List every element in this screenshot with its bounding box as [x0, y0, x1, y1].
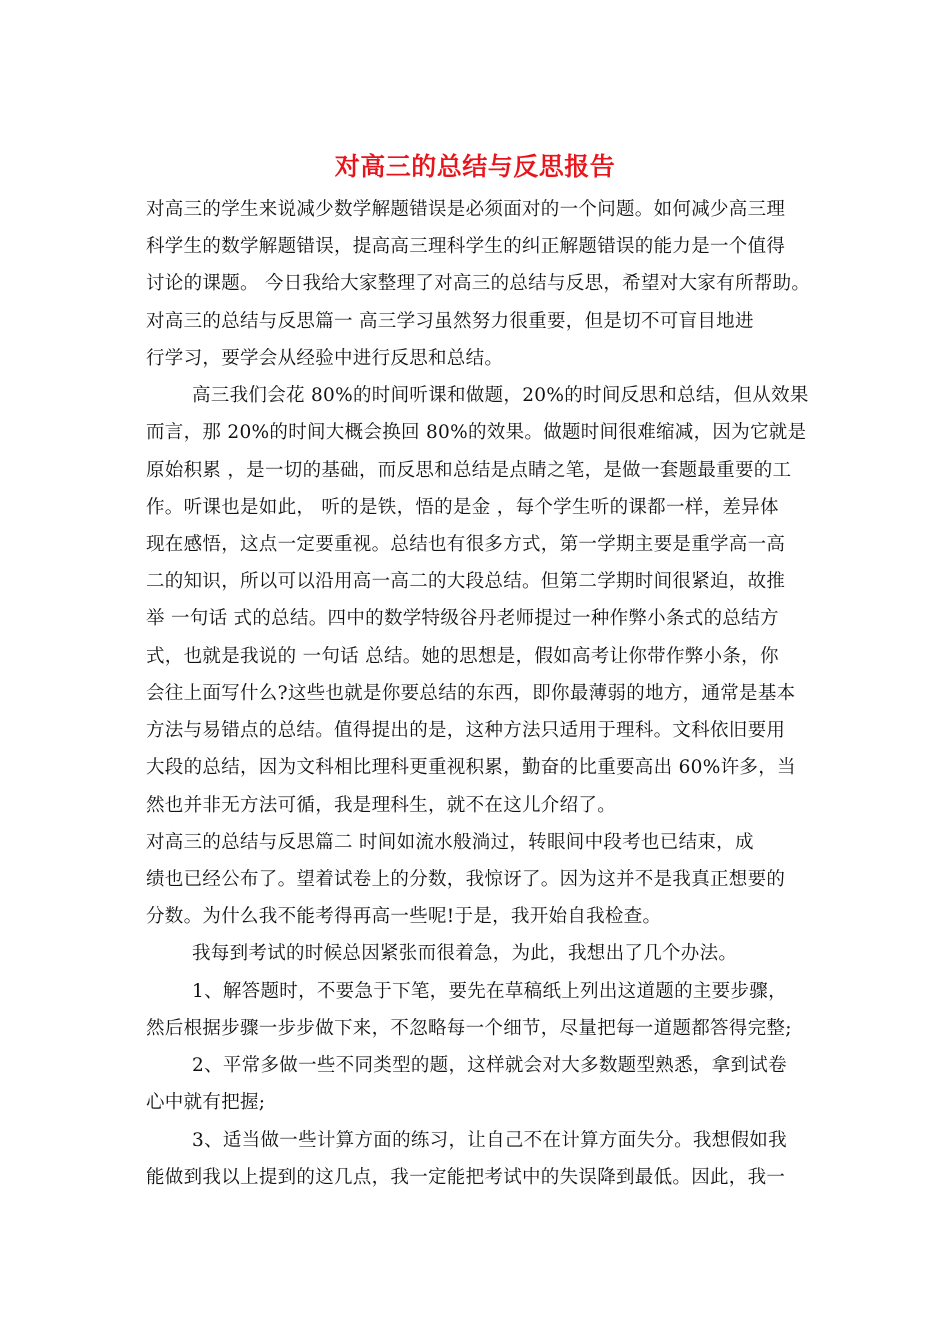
paragraph-line: 分数。为什么我不能考得再高一些呢!于是，我开始自我检查。 [146, 906, 662, 927]
paragraph-line: 二的知识，所以可以沿用高一高二的大段总结。但第二学期时间很紧迫，故推 [146, 571, 786, 592]
paragraph-line: 大段的总结，因为文科相比理科更重视积累，勤奋的比重要高出 60%许多，当 [146, 757, 796, 778]
list-item-line: 能做到我以上提到的这几点，我一定能把考试中的失误降到最低。因此，我一 [146, 1167, 786, 1188]
document-title: 对高三的总结与反思报告 [334, 152, 616, 181]
paragraph-line: 会往上面写什么?这些也就是你要总结的东西，即你最薄弱的地方，通常是基本 [146, 683, 796, 704]
list-item-line: 3、适当做一些计算方面的练习，让自己不在计算方面失分。我想假如我 [192, 1130, 787, 1151]
paragraph-line: 对高三的学生来说减少数学解题错误是必须面对的一个问题。如何减少高三理 [146, 199, 786, 220]
paragraph-line: 作。听课也是如此， 听的是铁，悟的是金 ，每个学生听的课都一样，差异体 [146, 497, 779, 518]
paragraph-line: 行学习，要学会从经验中进行反思和总结。 [146, 348, 504, 369]
section-heading-line: 对高三的总结与反思篇一 高三学习虽然努力很重要，但是切不可盲目地进 [146, 311, 754, 332]
paragraph-line: 我每到考试的时候总因紧张而很着急，为此，我想出了几个办法。 [192, 943, 738, 964]
paragraph-line: 高三我们会花 80%的时间听课和做题，20%的时间反思和总结，但从效果 [192, 385, 809, 406]
paragraph-line: 现在感悟，这点一定要重视。总结也有很多方式，第一学期主要是重学高一高 [146, 534, 786, 555]
paragraph-line: 举 一句话 式的总结。四中的数学特级谷丹老师提过一种作弊小条式的总结方 [146, 608, 779, 629]
section-heading-line: 对高三的总结与反思篇二 时间如流水般淌过，转眼间中段考也已结束，成 [146, 832, 754, 853]
paragraph-line: 方法与易错点的总结。值得提出的是，这种方法只适用于理科。文科依旧要用 [146, 720, 786, 741]
paragraph-line: 原始积累 ，是一切的基础，而反思和总结是点睛之笔，是做一套题最重要的工 [146, 460, 792, 481]
list-item-line: 2、平常多做一些不同类型的题，这样就会对大多数题型熟悉，拿到试卷 [192, 1055, 787, 1076]
paragraph-line: 讨论的课题。 今日我给大家整理了对高三的总结与反思，希望对大家有所帮助。 [146, 273, 811, 294]
paragraph-line: 而言，那 20%的时间大概会换回 80%的效果。做题时间很难缩减，因为它就是 [146, 422, 807, 443]
paragraph-line: 绩也已经公布了。望着试卷上的分数，我惊讶了。因为这并不是我真正想要的 [146, 869, 786, 890]
list-item-line: 1、解答题时，不要急于下笔，要先在草稿纸上列出这道题的主要步骤， [192, 981, 787, 1002]
list-item-line: 然后根据步骤一步步做下来，不忽略每一个细节，尽量把每一道题都答得完整; [146, 1018, 792, 1039]
paragraph-line: 科学生的数学解题错误，提高高三理科学生的纠正解题错误的能力是一个值得 [146, 236, 786, 257]
paragraph-line: 式，也就是我说的 一句话 总结。她的思想是，假如高考让你带作弊小条，你 [146, 646, 779, 667]
paragraph-line: 然也并非无方法可循，我是理科生，就不在这儿介绍了。 [146, 795, 617, 816]
list-item-line: 心中就有把握; [146, 1092, 266, 1113]
